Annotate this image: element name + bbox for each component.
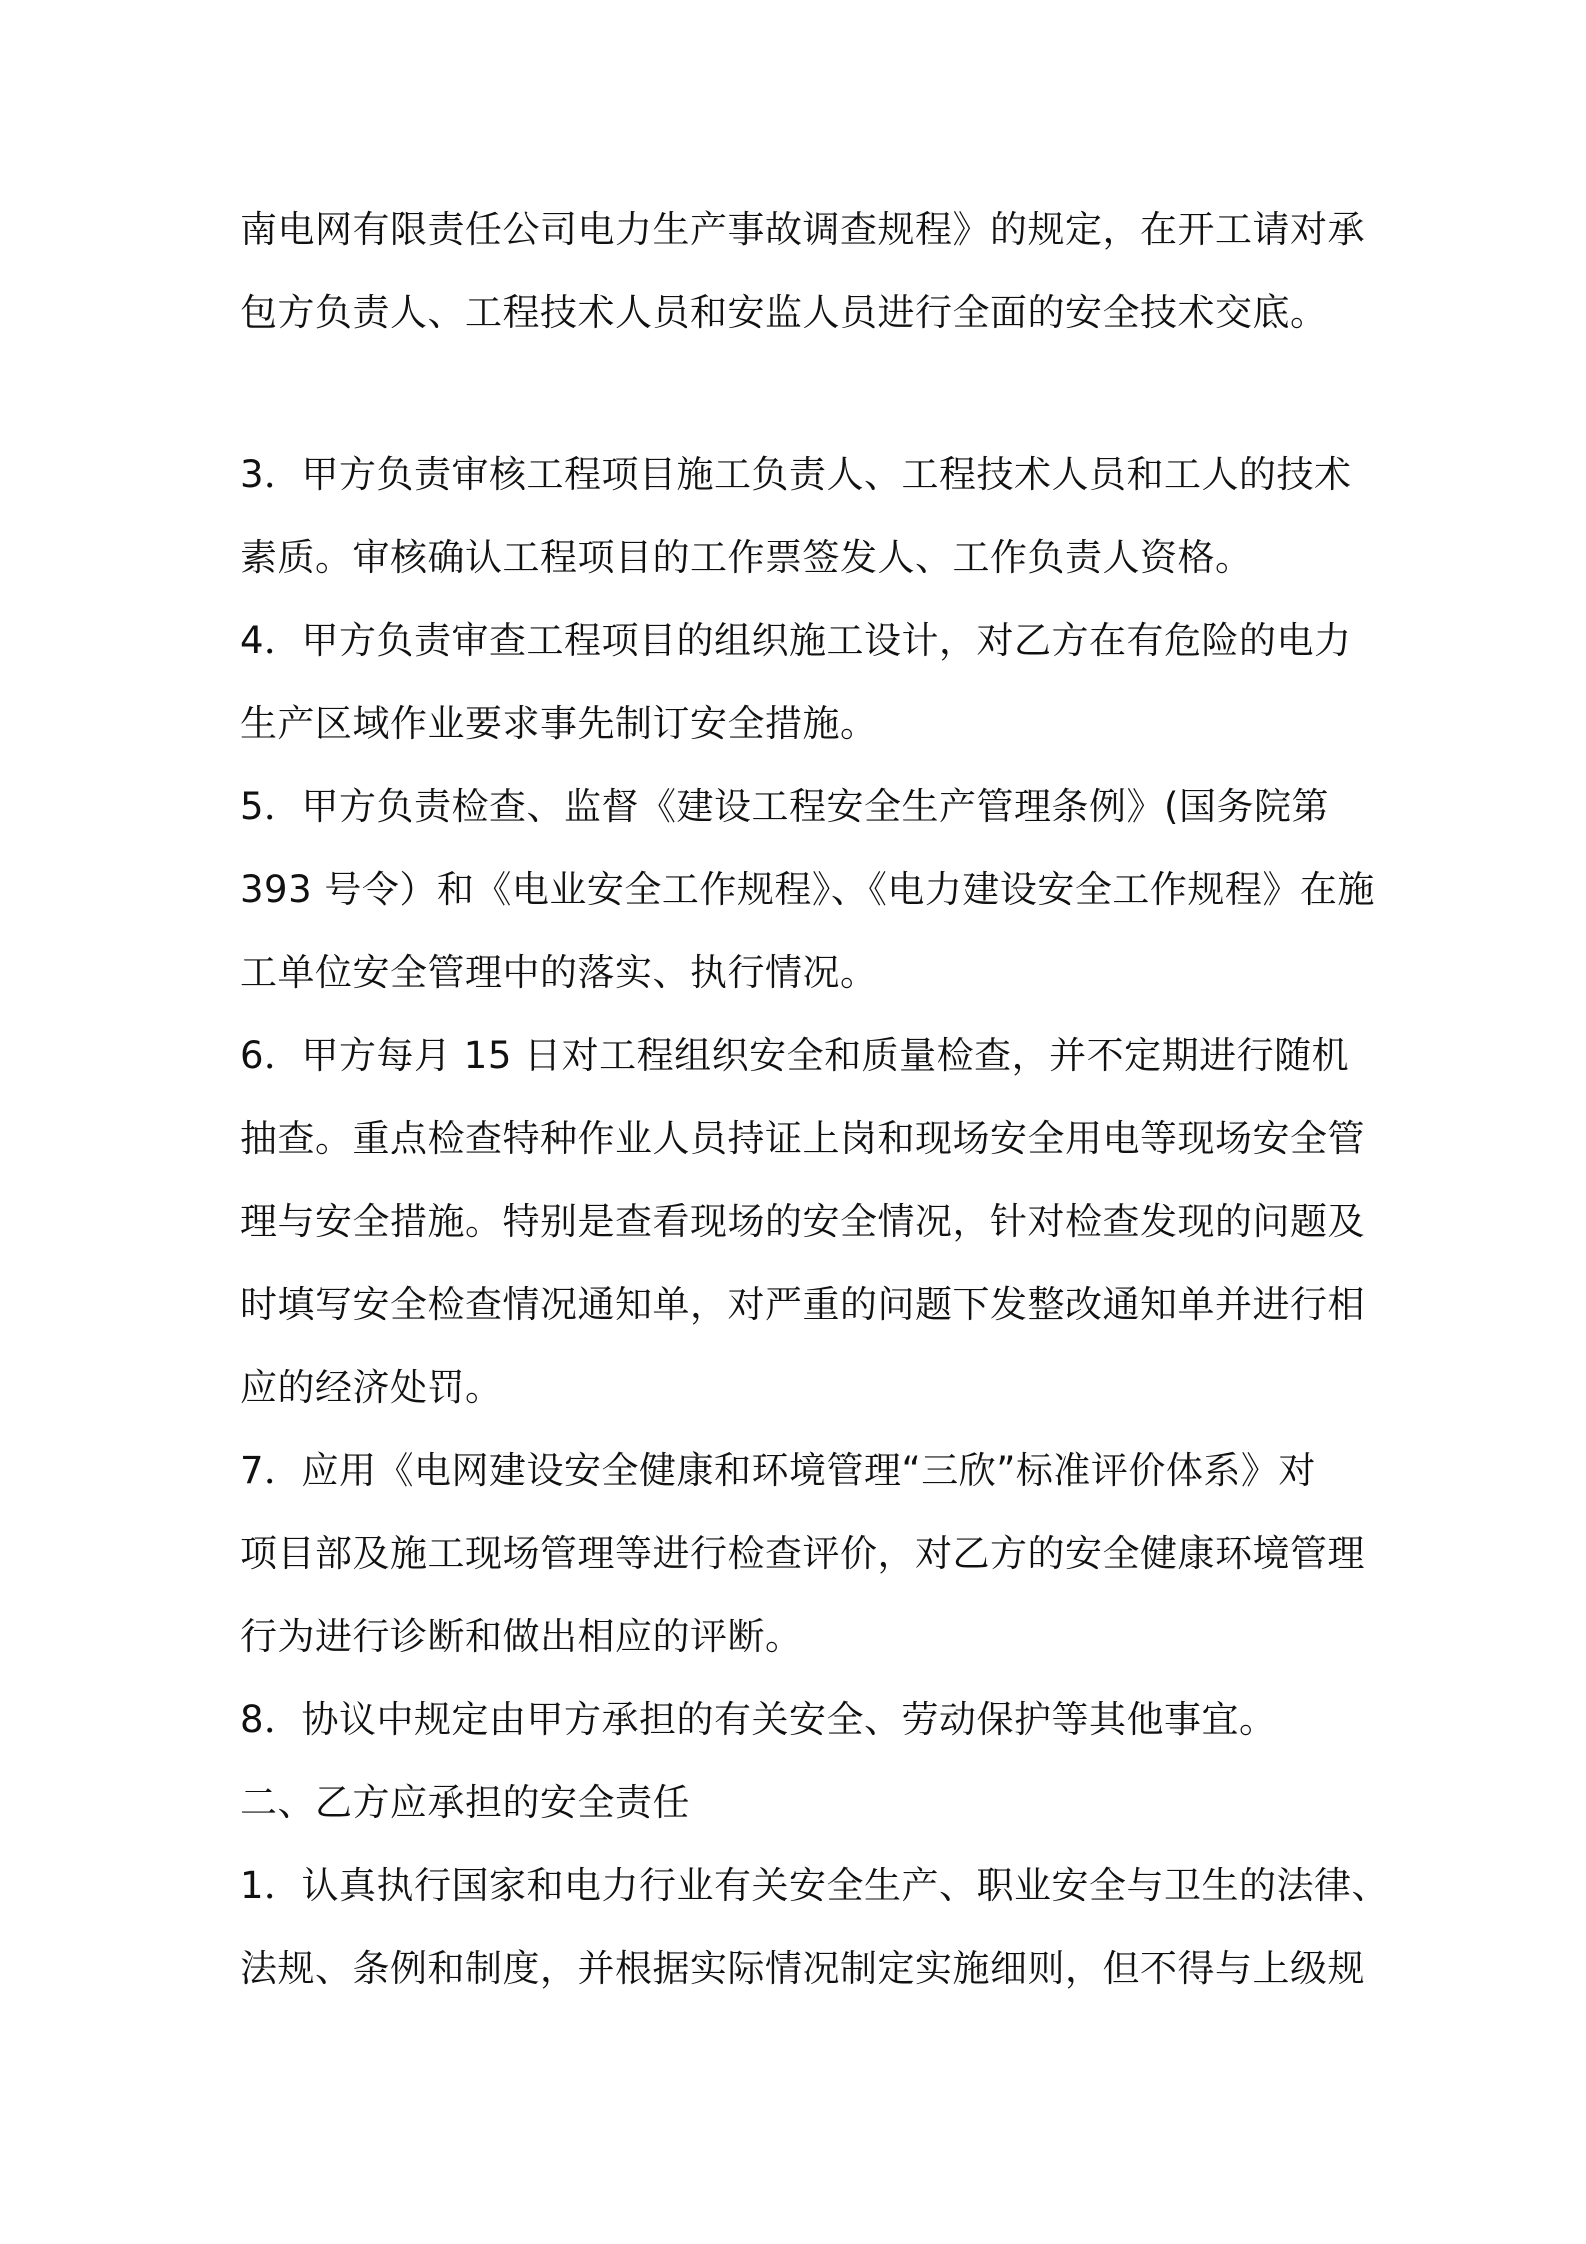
text-line-6: 生产区域作业要求事先制订安全措施。 [240, 702, 878, 745]
text-line-8: 393 号令）和《电业安全工作规程》、《电力建设安全工作规程》在施 [240, 868, 1375, 911]
text-line-21: 法规、条例和制度，并根据实际情况制定实施细则，但不得与上级规 [240, 1947, 1365, 1990]
text-line-10: 6．甲方每月 15 日对工程组织安全和质量检查，并不定期进行随机 [240, 1034, 1350, 1077]
text-line-13: 时填写安全检查情况通知单，对严重的问题下发整改通知单并进行相 [240, 1283, 1365, 1326]
text-line-5: 4．甲方负责审查工程项目的组织施工设计，对乙方在有危险的电力 [240, 619, 1352, 662]
text-line-18: 8．协议中规定由甲方承担的有关安全、劳动保护等其他事宜。 [240, 1698, 1277, 1741]
text-line-1: 南电网有限责任公司电力生产事故调查规程》的规定，在开工请对承 [240, 208, 1365, 251]
text-line-20: 1．认真执行国家和电力行业有关安全生产、职业安全与卫生的法律、 [240, 1864, 1390, 1907]
text-line-17: 行为进行诊断和做出相应的评断。 [240, 1615, 803, 1658]
text-line-12: 理与安全措施。特别是查看现场的安全情况，针对检查发现的问题及 [240, 1200, 1365, 1243]
text-line-4: 素质。审核确认工程项目的工作票签发人、工作负责人资格。 [240, 536, 1253, 579]
text-line-19: 二、乙方应承担的安全责任 [240, 1781, 690, 1824]
text-line-7: 5．甲方负责检查、监督《建设工程安全生产管理条例》(国务院第 [240, 785, 1329, 828]
text-line-14: 应的经济处罚。 [240, 1366, 503, 1409]
text-line-2: 包方负责人、工程技术人员和安监人员进行全面的安全技术交底。 [240, 291, 1328, 334]
text-line-9: 工单位安全管理中的落实、执行情况。 [240, 951, 878, 994]
text-line-11: 抽查。重点检查特种作业人员持证上岗和现场安全用电等现场安全管 [240, 1117, 1365, 1160]
text-line-16: 项目部及施工现场管理等进行检查评价，对乙方的安全健康环境管理 [240, 1532, 1365, 1575]
text-line-15: 7．应用《电网建设安全健康和环境管理“三欣”标准评价体系》对 [240, 1449, 1316, 1492]
text-line-3: 3．甲方负责审核工程项目施工负责人、工程技术人员和工人的技术 [240, 453, 1352, 496]
